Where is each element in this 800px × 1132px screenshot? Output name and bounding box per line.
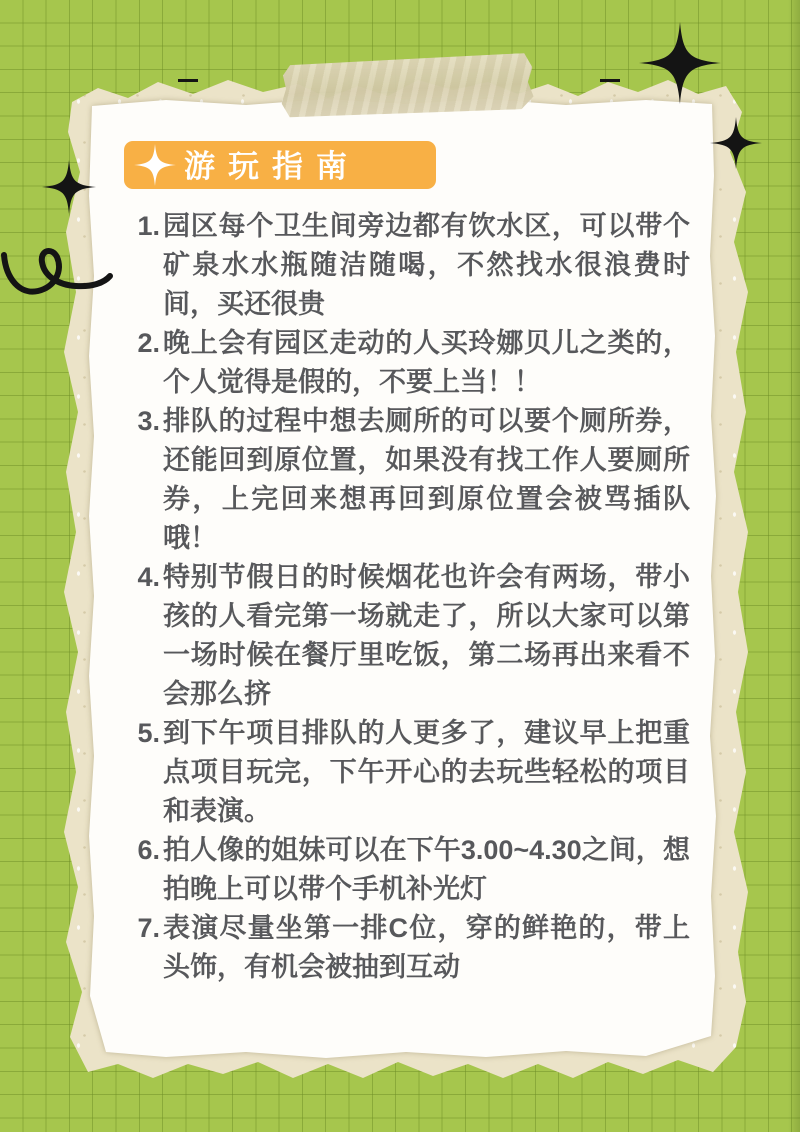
page-title: 游玩指南	[184, 148, 360, 184]
tip-item	[128, 558, 690, 714]
tip-text: 表演尽量坐第一排C位，穿的鲜艳的，带上头饰，有机会被抽到互动	[163, 913, 690, 982]
tip-number: 7.	[137, 913, 160, 943]
tip-item	[128, 324, 690, 402]
tip-number: 4.	[137, 562, 160, 592]
tip-number: 1.	[137, 211, 160, 241]
tip-text: 拍人像的姐妹可以在下午3.00~4.30之间，想拍晚上可以带个手机补光灯	[163, 835, 690, 904]
tip-item	[128, 207, 690, 324]
tip-text: 特别节假日的时候烟花也许会有两场，带小孩的人看完第一场就走了，所以大家可以第一场时候在餐厅里吃饭，第二场再出来看不会那么挤	[163, 562, 690, 709]
tip-text: 到下午项目排队的人更多了，建议早上把重点项目玩完，下午开心的去玩些轻松的项目和表演。	[163, 718, 690, 826]
tip-item	[128, 831, 690, 909]
dash-mark-right	[600, 79, 620, 82]
tip-number: 6.	[137, 835, 160, 865]
loop-squiggle-doodle	[0, 245, 120, 305]
sparkle-icon	[134, 144, 176, 186]
title-badge	[124, 141, 436, 189]
washi-tape	[280, 53, 534, 120]
sparkle-icon	[42, 158, 96, 216]
tip-text: 晚上会有园区走动的人买玲娜贝儿之类的，个人觉得是假的，不要上当！！	[163, 328, 690, 397]
sparkle-icon	[637, 22, 723, 104]
tip-item	[128, 402, 690, 558]
background-edge-shade	[788, 0, 800, 1132]
tip-text: 园区每个卫生间旁边都有饮水区，可以带个矿泉水水瓶随洁随喝，不然找水很浪费时间，买还很贵	[163, 211, 690, 319]
tip-item	[128, 909, 690, 987]
tip-number: 5.	[137, 718, 160, 748]
tip-number: 3.	[137, 406, 160, 436]
tip-number: 2.	[137, 328, 160, 358]
dash-mark-left	[178, 79, 198, 82]
tips-list	[128, 207, 690, 987]
sparkle-icon	[708, 117, 764, 169]
tip-item	[128, 714, 690, 831]
tip-text: 排队的过程中想去厕所的可以要个厕所券，还能回到原位置，如果没有找工作人要厕所券，上完回来想再回到原位置会被骂插队哦！	[163, 406, 690, 553]
